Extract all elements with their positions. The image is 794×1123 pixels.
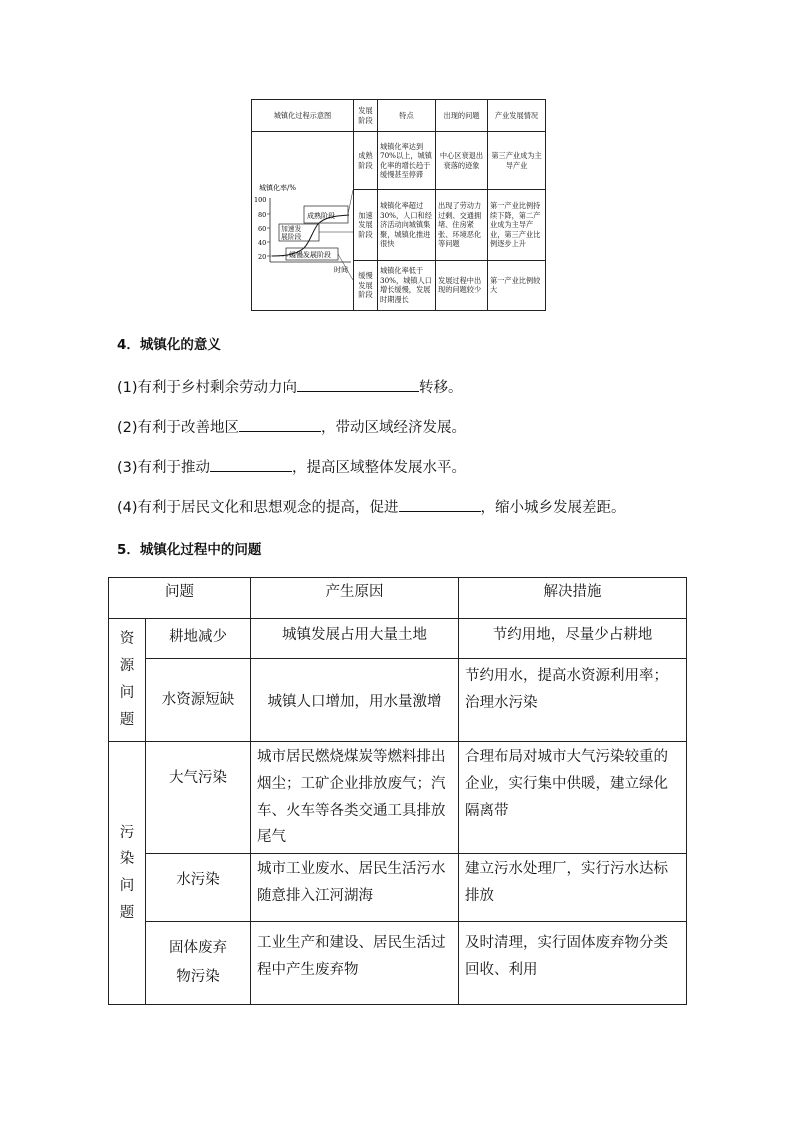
category-char: 染 xyxy=(119,851,135,868)
answer-blank[interactable] xyxy=(399,498,481,512)
urbanization-problems-table xyxy=(108,577,687,1005)
stage-label-accelerating: 加速发展阶段 xyxy=(281,225,302,241)
stage-table-header: 特点 xyxy=(378,100,436,132)
problem-cause: 城镇发展占用大量土地 xyxy=(251,619,459,659)
stage-label-mature: 成熟阶段 xyxy=(307,212,335,220)
item-text-after: ，缩小城乡发展差距。 xyxy=(480,500,626,516)
stage-industry: 第一产业比例持续下降，第二产业成为主导产业，第三产业比例逐步上升 xyxy=(488,190,546,260)
problem-cause: 城镇人口增加，用水量激增 xyxy=(251,659,459,742)
stage-table-header: 出现的问题 xyxy=(436,100,488,132)
category-char: 问 xyxy=(119,685,135,701)
stage-table-header-row xyxy=(252,100,546,132)
category-resource xyxy=(109,619,146,742)
stage-feature: 城镇化率达到70%以上，城镇化率的增长趋于缓慢甚至停滞 xyxy=(378,132,436,190)
significance-item-3 xyxy=(117,456,466,477)
header-problem: 问题 xyxy=(109,578,251,619)
answer-blank[interactable] xyxy=(239,418,321,432)
pointer-line xyxy=(348,190,353,214)
stage-feature: 城镇化率超过30%，人口和经济活动向城镇集聚，城镇化推进很快 xyxy=(378,190,436,260)
stage-name: 成熟阶段 xyxy=(354,132,378,190)
problem-item: 水污染 xyxy=(146,854,251,922)
problem-cause: 城市工业废水、居民生活污水随意排入江河湖海 xyxy=(251,854,459,922)
problem-measure: 建立污水处理厂，实行污水达标排放 xyxy=(459,854,687,922)
significance-item-4 xyxy=(117,496,626,517)
category-char: 题 xyxy=(119,904,135,921)
problem-measure: 节约用地，尽量少占耕地 xyxy=(459,619,687,659)
x-axis-label: 时间 xyxy=(334,266,348,274)
problem-row xyxy=(109,854,687,922)
problems-header-row xyxy=(109,578,687,619)
item-text-before: (4)有利于居民文化和思想观念的提高，促进 xyxy=(117,500,399,516)
header-cause: 产生原因 xyxy=(251,578,459,619)
answer-blank[interactable] xyxy=(297,378,419,392)
stage-feature: 城镇化率低于30%，城镇人口增长缓慢，发展时期漫长 xyxy=(378,260,436,310)
y-tick: 80 xyxy=(258,211,267,219)
problem-measure: 合理布局对城市大气污染较重的企业，实行集中供暖，建立绿化隔离带 xyxy=(459,742,687,854)
stage-label-slow: 缓慢发展阶段 xyxy=(289,251,331,259)
problem-item: 水资源短缺 xyxy=(146,659,251,742)
problem-row xyxy=(109,742,687,854)
urbanization-stage-table xyxy=(251,99,546,311)
y-axis-label: 城镇化率/% xyxy=(259,184,297,192)
urbanization-curve-diagram xyxy=(252,132,354,311)
category-char: 问 xyxy=(119,878,135,895)
problem-row xyxy=(109,922,687,1005)
category-pollution xyxy=(109,742,146,1005)
stage-table-header: 城镇化过程示意图 xyxy=(252,100,354,132)
header-measure: 解决措施 xyxy=(459,578,687,619)
problem-item: 耕地减少 xyxy=(146,619,251,659)
stage-table-header: 产业发展情况 xyxy=(488,100,546,132)
y-tick: 20 xyxy=(258,253,267,261)
answer-blank[interactable] xyxy=(210,458,292,472)
problem-measure: 节约用水，提高水资源利用率；治理水污染 xyxy=(459,659,687,742)
stage-label-accelerating-wrap xyxy=(281,225,319,245)
item-text-before: (1)有利于乡村剩余劳动力向 xyxy=(117,380,298,396)
section4-heading: 4．城镇化的意义 xyxy=(117,337,221,353)
category-char: 题 xyxy=(119,711,135,728)
item-text-after: ，带动区域经济发展。 xyxy=(321,420,467,436)
y-tick: 40 xyxy=(258,239,267,247)
item-text-after: ，提高区域整体发展水平。 xyxy=(292,460,467,476)
significance-item-2 xyxy=(117,416,466,437)
section5-heading: 5．城镇化过程中的问题 xyxy=(117,542,262,558)
item-text-before: (3)有利于推动 xyxy=(117,460,211,476)
significance-item-1 xyxy=(117,376,463,397)
urbanization-curve-svg xyxy=(252,132,354,310)
problem-item: 固体废弃物污染 xyxy=(146,922,251,1005)
problem-cause: 城市居民燃烧煤炭等燃料排出烟尘；工矿企业排放废气；汽车、火车等各类交通工具排放尾气 xyxy=(251,742,459,854)
stage-table-header: 发展阶段 xyxy=(354,100,378,132)
y-tick: 100 xyxy=(254,196,267,204)
item-text-after: 转移。 xyxy=(419,380,463,396)
category-char: 源 xyxy=(119,658,135,675)
problem-row xyxy=(109,659,687,742)
stage-name: 缓慢发展阶段 xyxy=(354,260,378,310)
stage-industry: 第三产业成为主导产业 xyxy=(488,132,546,190)
stage-name: 加速发展阶段 xyxy=(354,190,378,260)
stage-problem: 出现了劳动力过剩、交通拥堵、住房紧张、环境恶化等问题 xyxy=(436,190,488,260)
problem-item: 大气污染 xyxy=(146,742,251,854)
item-text-before: (2)有利于改善地区 xyxy=(117,420,240,436)
stage-problem: 中心区衰退出衰落的迹象 xyxy=(436,132,488,190)
category-char: 资 xyxy=(119,631,135,648)
problem-measure: 及时清理，实行固体废弃物分类回收、利用 xyxy=(459,922,687,1005)
stage-industry: 第一产业比例较大 xyxy=(488,260,546,310)
problem-row xyxy=(109,619,687,659)
problem-cause: 工业生产和建设、居民生活过程中产生废弃物 xyxy=(251,922,459,1005)
category-char: 污 xyxy=(119,824,135,841)
y-tick: 60 xyxy=(258,225,267,233)
stage-problem: 发展过程中出现的问题较少 xyxy=(436,260,488,310)
stage-row-mature xyxy=(252,132,546,190)
